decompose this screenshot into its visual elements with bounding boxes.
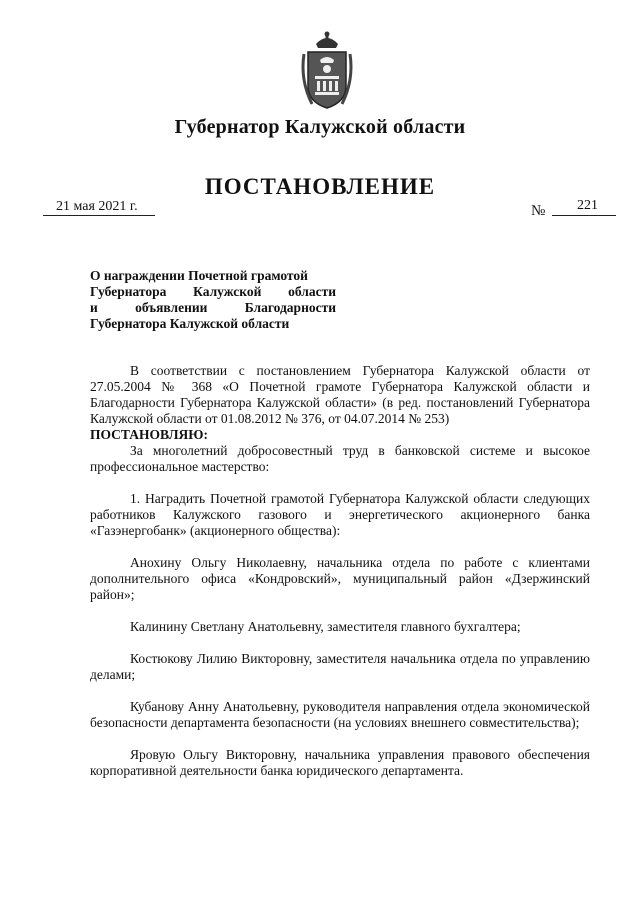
subject-heading (90, 268, 336, 332)
document-body (90, 363, 590, 779)
subject-line: и объявлении Благодарности (90, 300, 336, 315)
awardee-paragraph: Костюкову Лилию Викторовну, заместителя начальника отдела по управлению делами; (90, 651, 590, 682)
subject-line: Губернатора Калужской области (90, 316, 290, 331)
subject-line: Губернатора Калужской области (90, 284, 336, 299)
awardee-paragraph: Калинину Светлану Анатольевну, заместителя главного бухгалтера; (130, 619, 521, 634)
decree-word: ПОСТАНОВЛЯЮ: (90, 427, 208, 442)
awardee-paragraph: Анохину Ольгу Николаевну, начальника отдела по работе с клиентами дополнительного офиса «Кондровский», муниципальный район «Дзержинский район»; (90, 555, 590, 602)
document-number: 221 (577, 198, 598, 213)
awardee-paragraph: Кубанову Анну Анатольевну, руководителя направления отдела экономической безопасности департамента безопасности (на условиях внешнего совместительства); (90, 699, 590, 730)
preamble-paragraph: В соответствии с постановлением Губернатора Калужской области от 27.05.2004 № 368 «О Почетной грамоте Губернатора Калужской области и Благодарности Губернатора Калужской области» (в ред. постановлений Губернатора Калужской области от 01.08.2012 № 376, от 04.07.2014 № 253) (90, 363, 590, 426)
subject-line: О награждении Почетной грамотой (90, 268, 308, 283)
document-date: 21 мая 2021 г. (43, 199, 155, 216)
item-one-paragraph: 1. Наградить Почетной грамотой Губернатора Калужской области следующих работников Калужского газового и энергетического акционерного банка «Газэнергобанк» (акционерного общества): (90, 491, 590, 538)
awardee-paragraph: Яровую Ольгу Викторовну, начальника управления правового обеспечения корпоративной деятельности банка юридического департамента. (90, 747, 590, 778)
coat-of-arms-icon (298, 30, 356, 112)
reason-paragraph: За многолетний добросовестный труд в банковской системе и высокое профессиональное мастерство: (90, 443, 590, 474)
number-sign: № (531, 203, 546, 219)
issuing-authority: Губернатор Калужской области (174, 116, 466, 138)
document-type: ПОСТАНОВЛЕНИЕ (204, 174, 436, 199)
